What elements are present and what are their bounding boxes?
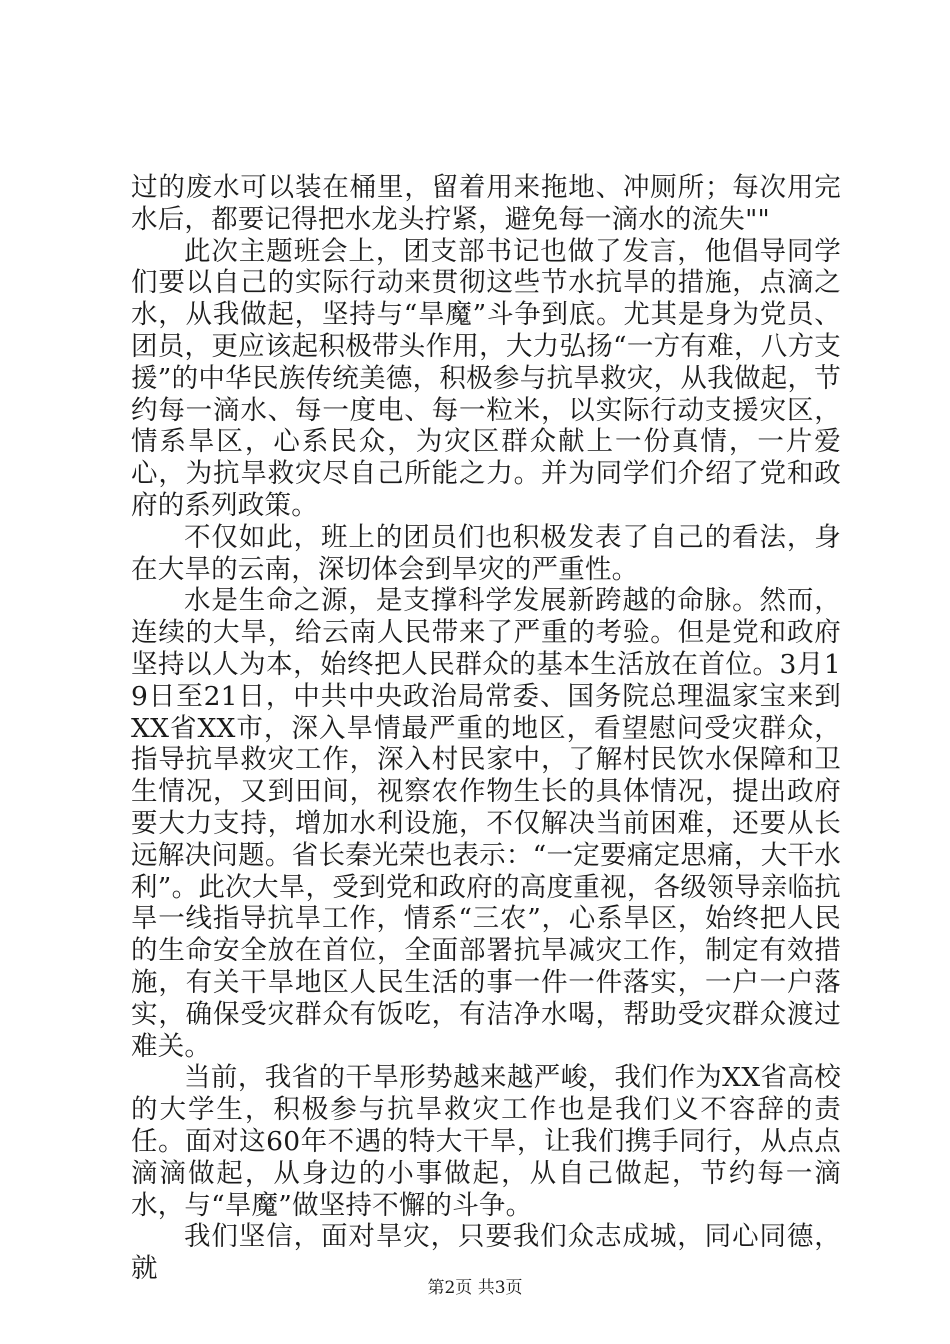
document-body <box>131 172 841 1285</box>
paragraph: 我们坚信，面对旱灾，只要我们众志成城，同心同德，就 <box>131 1221 841 1285</box>
paragraph: 不仅如此，班上的团员们也积极发表了自己的看法，身在大旱的云南，深切体会到旱灾的严重性。 <box>131 521 841 585</box>
paragraph: 当前，我省的干旱形势越来越严峻，我们作为XX省高校的大学生，积极参与抗旱救灾工作也是我们义不容辞的责任。面对这60年不遇的特大干旱，让我们携手同行，从点点滴滴做起，从身边的小事做起，从自己做起，节约每一滴水，与“旱魔”做坚持不懈的斗争。 <box>131 1062 841 1221</box>
paragraph: 水是生命之源，是支撑科学发展新跨越的命脉。然而，连续的大旱，给云南人民带来了严重的考验。但是党和政府坚持以人为本，始终把人民群众的基本生活放在首位。3月19日至21日，中共中央政治局常委、国务院总理温家宝来到XX省XX市，深入旱情最严重的地区，看望慰问受灾群众，指导抗旱救灾工作，深入村民家中，了解村民饮水保障和卫生情况，又到田间，视察农作物生长的具体情况，提出政府要大力支持，增加水利设施，不仅解决当前困难，还要从长远解决问题。省长秦光荣也表示：“一定要痛定思痛，大干水利”。此次大旱，受到党和政府的高度重视，各级领导亲临抗旱一线指导抗旱工作，情系“三农”，心系旱区，始终把人民的生命安全放在首位，全面部署抗旱减灾工作，制定有效措施，有关干旱地区人民生活的事一件一件落实，一户一户落实，确保受灾群众有饭吃，有洁净水喝，帮助受灾群众渡过难关。 <box>131 585 841 1062</box>
page-footer <box>0 1278 950 1298</box>
page-number: 第2页 共3页 <box>427 1278 523 1298</box>
paragraph-continuation: 过的废水可以装在桶里，留着用来拖地、冲厕所；每次用完水后，都要记得把水龙头拧紧，避免每一滴水的流失"" <box>131 172 841 235</box>
paragraph: 此次主题班会上，团支部书记也做了发言，他倡导同学们要以自己的实际行动来贯彻这些节水抗旱的措施，点滴之水，从我做起，坚持与“旱魔”斗争到底。尤其是身为党员、团员，更应该起积极带头作用，大力弘扬“一方有难，八方支援”的中华民族传统美德，积极参与抗旱救灾，从我做起，节约每一滴水、每一度电、每一粒米，以实际行动支援灾区，情系旱区，心系民众，为灾区群众献上一份真情，一片爱心，为抗旱救灾尽自己所能之力。并为同学们介绍了党和政府的系列政策。 <box>131 235 841 521</box>
